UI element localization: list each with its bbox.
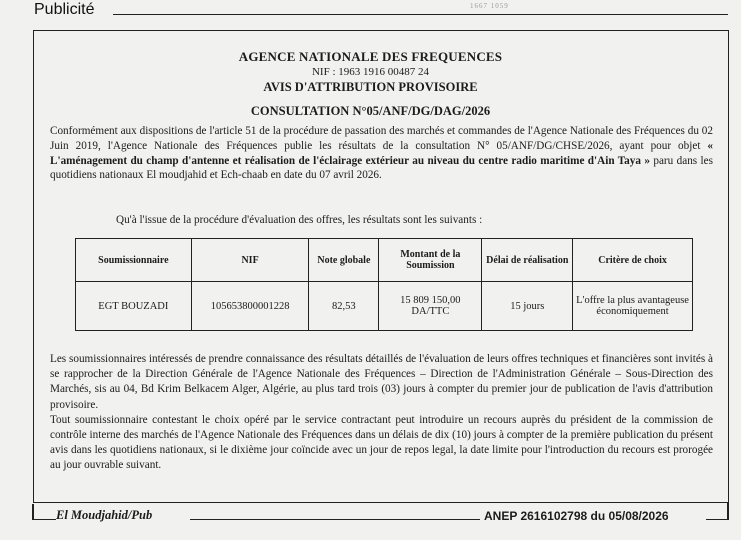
section-label: Publicité	[34, 1, 95, 18]
header-nif: NIF	[191, 239, 309, 282]
header-montant: Montant de la Soumission	[379, 239, 482, 282]
footer-source: El Moudjahid/Pub	[56, 508, 153, 522]
bleed-through-text: 1667 1059	[470, 2, 509, 10]
footer-rule-right	[706, 519, 728, 520]
notice-title: AVIS D'ATTRIBUTION PROVISOIRE	[263, 80, 478, 94]
intro-text-end: paru dans les quotidiens nationaux El moudjahid et Ech-chaab en date du 07 avril 2026.	[50, 154, 713, 182]
consultation-number: CONSULTATION N°05/ANF/DG/DAG/2026	[250, 104, 491, 118]
footer-rule-middle	[190, 519, 480, 520]
cell-note: 82,53	[309, 282, 379, 331]
cell-delai: 15 jours	[482, 282, 573, 331]
footer-reference: ANEP 2616102798 du 05/08/2026	[484, 509, 669, 523]
header-divider	[113, 14, 728, 15]
footer-rule-left	[32, 519, 56, 520]
intro-paragraph	[50, 124, 713, 183]
agency-name: AGENCE NATIONALE DES FREQUENCES	[238, 49, 503, 64]
results-header-row	[76, 239, 693, 282]
notice-body	[50, 352, 713, 474]
header-critere: Critère de choix	[573, 239, 693, 282]
cell-soumissionnaire: EGT BOUZADI	[76, 282, 192, 331]
intro-text-start: Conformément aux dispositions de l'article 51 de la procédure de passation des marchés et commandes de l'Agence Nationale des Fréquences du 02 Juin 2019, l'Agence Nationale des Fréquences publie les résultats de la consultation N° 05/ANF/DG/CHSE/2026, ayant pour objet	[50, 125, 713, 152]
header-soumissionnaire: Soumissionnaire	[76, 239, 192, 282]
results-table	[75, 238, 693, 331]
cell-nif: 105653800001228	[191, 282, 309, 331]
footer-bracket-left	[32, 504, 34, 520]
results-lead: Qu'à l'issue de la procédure d'évaluation des offres, les résultats sont les suivants :	[116, 214, 483, 226]
header-note: Note globale	[309, 239, 379, 282]
header-delai: Délai de réalisation	[482, 239, 573, 282]
paragraph-recours: Tout soumissionnaire contestant le choix opéré par le service contractant peut introduire un recours auprès du président de la commission de contrôle interne des marchés de l'Agence Nationale des Fréquences dans un délais de dix (10) jours à compter de la première publication du présent avis dans les quotidiens nationaux, si le dixième jour coïncide avec un jour de repos legal, la date limite pour l'introduction du recours est prorogée au jour ouvrable suivant.	[50, 413, 713, 472]
table-row	[76, 282, 693, 331]
intro-object: « L'aménagement du champ d'antenne et réalisation de l'éclairage extérieur au niveau du centre radio maritime d'Ain Taya »	[50, 139, 713, 167]
cell-critere: L'offre la plus avantageuse économiquement	[573, 282, 693, 331]
agency-nif: NIF : 1963 1916 00487 24	[311, 66, 430, 78]
paragraph-consultation-details: Les soumissionnaires intéressés de prendre connaissance des résultats détaillés de l'évaluation de leurs offres techniques et financières sont invités à se rapprocher de la Direction Générale de l'Agence Nationale des Fréquences – Direction de l'Administration Générale – Sous-Direction des Marchés, sis au 04, Bd Krim Belkacem Alger, Algérie, au plus tard trois (03) jours à compter du premier jour de publication de l'avis d'attribution provisoire.	[50, 353, 713, 411]
footer-bracket-right	[727, 503, 729, 520]
cell-montant: 15 809 150,00 DA/TTC	[379, 282, 482, 331]
